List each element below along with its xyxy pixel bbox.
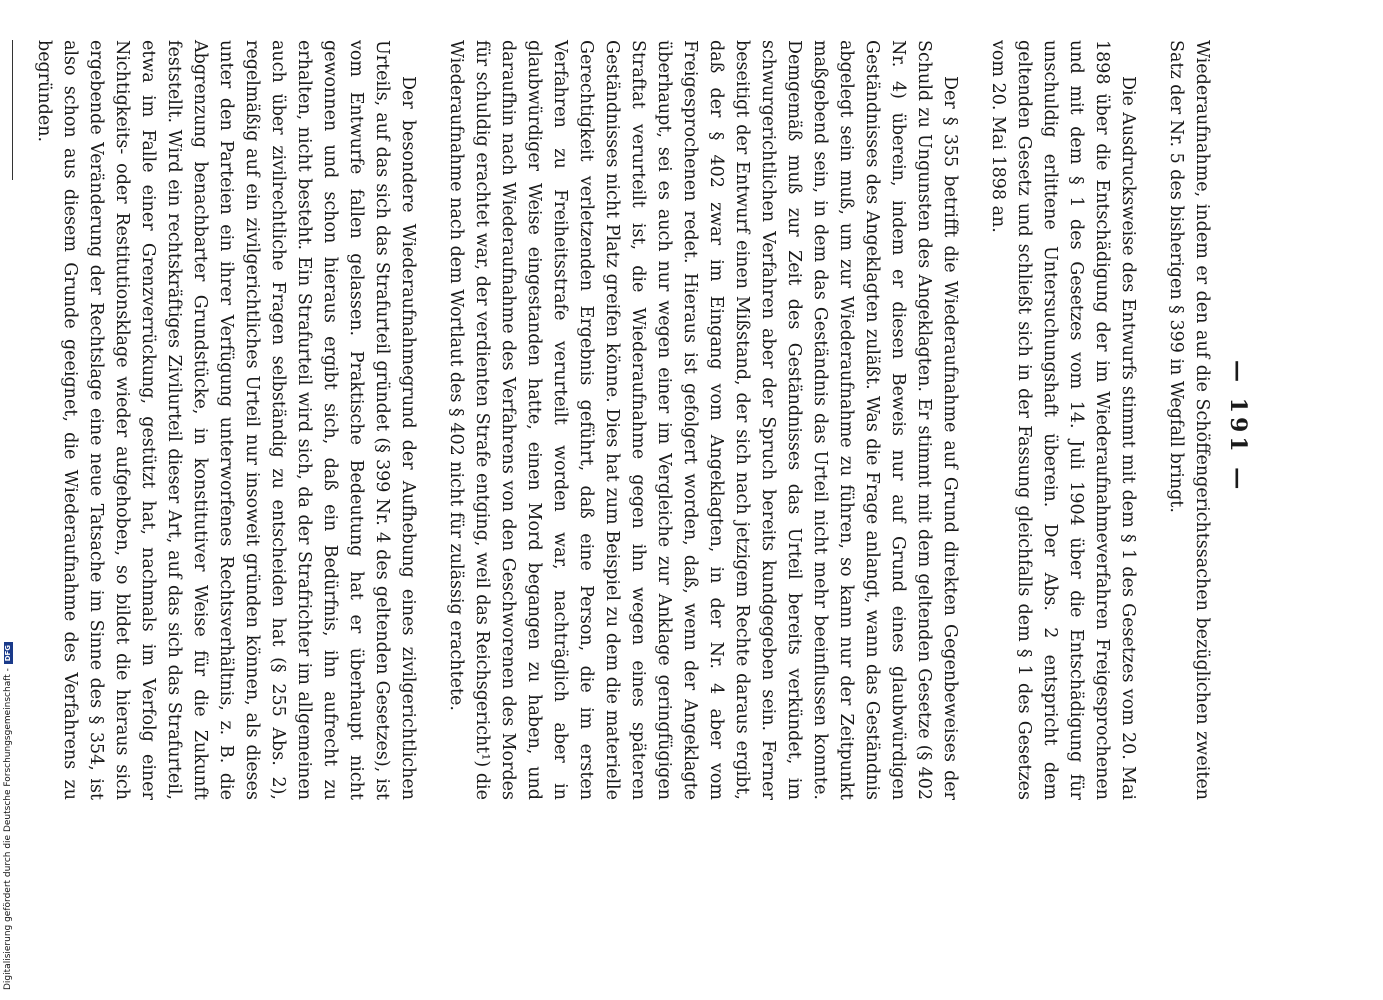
page-number: — 191 — <box>1225 360 1251 494</box>
paragraph-1: Wiederaufnahme, indem er den auf die Schöffengerichtssachen bezüglichen zweiten Satz der Nr. 5 des bisherigen § 399 in Wegfall bringt. <box>1166 40 1212 800</box>
paragraph-3: Der § 355 betrifft die Wiederaufnahme auf Grund direkten Gegenbeweises der Schuld zu Ungunsten des Angeklagten. Er stimmt mit dem geltenden Gesetze (§ 402 Nr. 4) überein, indem er diesen Beweis nur auf Grund eines glaubwürdigen Geständnisses des Angeklagten zuläßt. Was die Frage anlangt, wann das Geständnis abgelegt sein muß, um zur Wiederaufnahme zu führen, so kann nur der Zeitpunkt maßgebend sein, in dem das Geständnis das Urteil nicht mehr beeinflussen konnte. Demgemäß muß zur Zeit des Geständnisses das Urteil bereits verkündet, im schwurgerichtlichen Verfahren aber der Spruch bereits kundgegeben sein. Ferner beseitigt der Entwurf einen Mißstand, der sich nach jetzigem Rechte daraus ergibt, daß der § 402 zwar im Eingang vom Angeklagten, in der Nr. 4 aber vom Freigesprochenen redet. Hieraus ist gefolgert worden, daß, wenn der Angeklagte überhaupt, sei es auch nur wegen einer im Vergleiche zur Anklage geringfügigen Straftat verurteilt ist, die Wiederaufnahme gegen ihn wegen eines späteren Geständnisses nicht Platz greifen könne. Dies hat zum Beispiel zu dem die materielle Gerechtigkeit verletzenden Ergebnis geführt, daß eine Person, die im ersten Verfahren zu Freiheitsstrafe verurteilt worden war, nachträglich aber in glaubwürdiger Weise eingestanden hatte, einen Mord begangen zu haben, und daraufhin nach Wiederaufnahme des Verfahrens von den Geschworenen des Mordes für schuldig erachtet war, der verdienten Strafe entging, weil das Reichsgericht¹) die Wiederaufnahme nach dem Wortlaut des § 402 nicht für zulässig erachtete. <box>446 40 960 800</box>
paragraph-2: Die Ausdrucksweise des Entwurfs stimmt mit dem § 1 des Gesetzes vom 20. Mai 1898 über die Entschädigung der im Wiederaufnahmeverfahren Freigesprochenen und mit dem § 1 des Gesetzes vom 14. Juli 1904 über die Entschädigung für unschuldig erlittene Untersuchungshaft überein. Der Abs. 2 entspricht dem geltenden Gesetz und schließt sich in der Fassung gleichfalls dem § 1 des Gesetzes vom 20. Mai 1898 an. <box>988 40 1138 800</box>
dfg-logo: DFG <box>4 642 13 664</box>
credit-text: Digitalisierung gefördert durch die Deutsche Forschungsgemeinschaft - <box>3 668 13 990</box>
paragraph-4: Der besondere Wiederaufnahmegrund der Aufhebung eines zivilgerichtlichen Urteils, auf das sich das Strafurteil gründet (§ 399 Nr. 4 des geltenden Gesetzes), ist vom Entwurfe fallen gelassen. Praktische Bedeutung hat er überhaupt nicht gewonnen und schon hieraus ergibt sich, daß ein Bedürfnis, ihn aufrecht zu erhalten, nicht besteht. Ein Strafurteil wird sich, da der Strafrichter im allgemeinen auch über zivilrechtliche Fragen selbständig zu entscheiden hat (§ 255 Abs. 2), regelmäßig auf ein zivilgerichtliches Urteil nur insoweit gründen können, als dieses unter den Parteien ein ihrer Verfügung unterworfenes Rechtsverhältnis, z. B. die Abgrenzung benachbarter Grundstücke, in konstitutiver Weise für die Zukunft feststellt. Wird ein rechtskräftiges Zivilurteil dieser Art, auf das sich das Strafurteil, etwa im Falle einer Grenzverrückung, gestützt hat, nachmals im Verfolg einer Nichtigkeits- oder Restitutionsklage wieder aufgehoben, so bildet die hieraus sich ergebende Veränderung der Rechtslage eine neue Tatsache im Sinne des § 354, ist also schon aus diesem Grunde geeignet, die Wiederaufnahme des Verfahrens zu begründen. <box>34 40 418 800</box>
footnote-divider <box>12 40 13 180</box>
page-body <box>0 40 1215 800</box>
digitization-credit <box>3 642 13 990</box>
